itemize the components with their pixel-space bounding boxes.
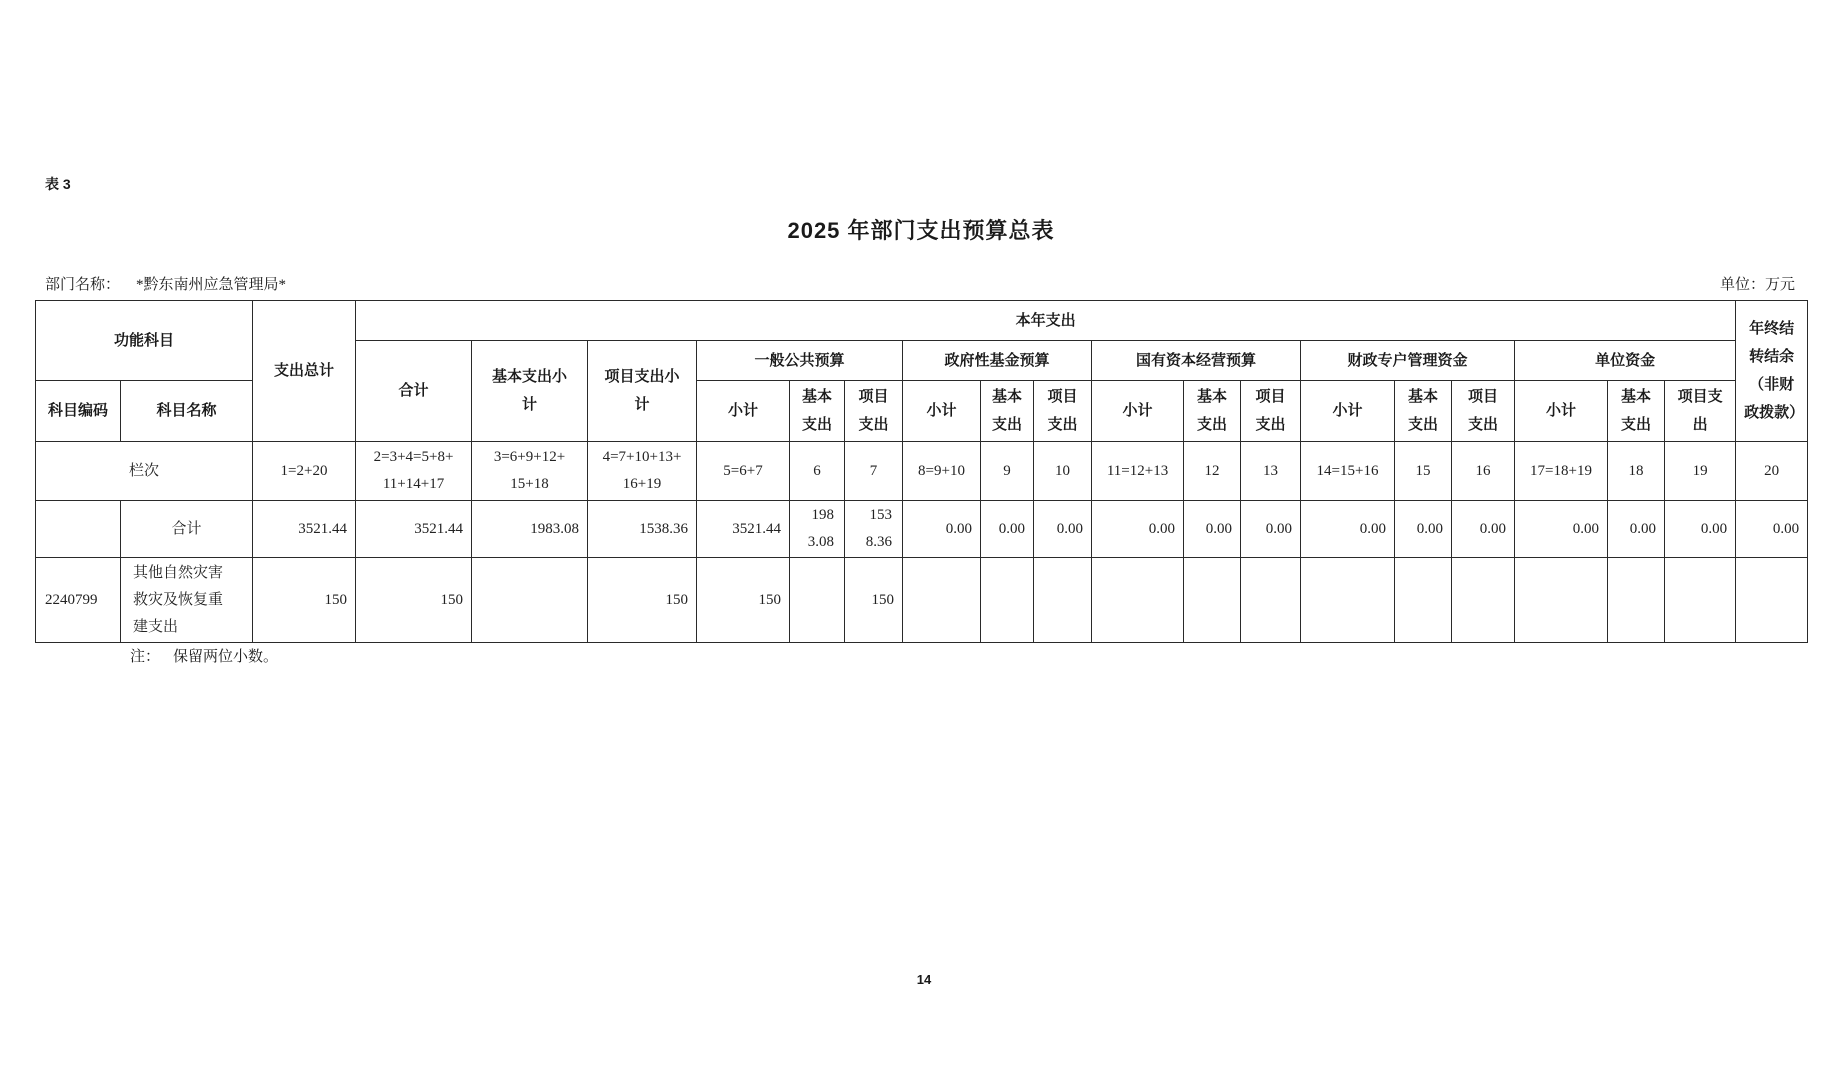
total-row-expenditure-total: 3521.44 <box>253 501 356 558</box>
header-fiscal-basic: 基本支出 <box>1395 381 1452 442</box>
subject-name-cell: 其他自然灾害救灾及恢复重建支出 <box>121 558 253 643</box>
govfund-basic-cell <box>981 558 1034 643</box>
header-group-fiscal-special-account: 财政专户管理资金 <box>1301 341 1515 381</box>
header-row-1 <box>36 301 1808 341</box>
column-index-cell: 9 <box>981 442 1034 501</box>
column-index-cell: 8=9+10 <box>903 442 981 501</box>
header-year-end-carryover: 年终结转结余（非财政拨款） <box>1736 301 1808 442</box>
total-row-govfund-project: 0.00 <box>1034 501 1092 558</box>
department-line <box>45 275 286 295</box>
header-statecap-project: 项目支出 <box>1241 381 1301 442</box>
column-index-cell: 13 <box>1241 442 1301 501</box>
total-row-sum: 3521.44 <box>356 501 472 558</box>
page-number: 14 <box>916 972 932 987</box>
header-group-state-capital-budget: 国有资本经营预算 <box>1092 341 1301 381</box>
general-basic-cell <box>790 558 845 643</box>
govfund-project-cell <box>1034 558 1092 643</box>
header-fiscal-project: 项目支出 <box>1452 381 1515 442</box>
column-index-cell: 3=6+9+12+15+18 <box>472 442 588 501</box>
header-govfund-subtotal: 小计 <box>903 381 981 442</box>
note-text: 保留两位小数。 <box>173 649 279 665</box>
note-label: 注： <box>130 649 161 665</box>
header-fiscal-subtotal: 小计 <box>1301 381 1395 442</box>
header-current-year-expenditure: 本年支出 <box>356 301 1736 341</box>
total-row-fiscal-project: 0.00 <box>1452 501 1515 558</box>
header-sum: 合计 <box>356 341 472 442</box>
unit-project-cell <box>1665 558 1736 643</box>
header-general-basic: 基本支出 <box>790 381 845 442</box>
header-general-project: 项目支出 <box>845 381 903 442</box>
header-subject-code: 科目编码 <box>36 381 121 442</box>
column-index-cell: 15 <box>1395 442 1452 501</box>
total-row-statecap-project: 0.00 <box>1241 501 1301 558</box>
department-label: 部门名称： <box>45 277 121 293</box>
department-name: *黔东南州应急管理局* <box>136 277 287 293</box>
header-subject-name: 科目名称 <box>121 381 253 442</box>
header-group-unit-funds: 单位资金 <box>1515 341 1736 381</box>
total-row-unit-project: 0.00 <box>1665 501 1736 558</box>
statecap-project-cell <box>1241 558 1301 643</box>
column-index-cell: 1=2+20 <box>253 442 356 501</box>
table-header <box>36 301 1808 442</box>
total-row-name: 合计 <box>121 501 253 558</box>
fiscal-project-cell <box>1452 558 1515 643</box>
header-basic-subtotal: 基本支出小计 <box>472 341 588 442</box>
unit-label: 单位：万元 <box>1719 277 1795 293</box>
header-statecap-basic: 基本支出 <box>1184 381 1241 442</box>
column-index-cell: 12 <box>1184 442 1241 501</box>
column-index-row <box>36 442 1808 501</box>
subject-code-cell: 2240799 <box>36 558 121 643</box>
total-row-govfund-basic: 0.00 <box>981 501 1034 558</box>
carryover-cell <box>1736 558 1808 643</box>
budget-table <box>35 300 1808 643</box>
total-row-general-project: 1538.36 <box>845 501 903 558</box>
column-index-cell: 18 <box>1608 442 1665 501</box>
general-project-cell: 150 <box>845 558 903 643</box>
column-index-cell: 11=12+13 <box>1092 442 1184 501</box>
header-total-expenditure: 支出总计 <box>253 301 356 442</box>
column-index-cell: 2=3+4=5+8+11+14+17 <box>356 442 472 501</box>
column-index-cell: 19 <box>1665 442 1736 501</box>
table-number-label: 表 3 <box>45 176 71 192</box>
column-index-cell: 7 <box>845 442 903 501</box>
column-index-cell: 17=18+19 <box>1515 442 1608 501</box>
total-row-unit-subtotal: 0.00 <box>1515 501 1608 558</box>
header-statecap-subtotal: 小计 <box>1092 381 1184 442</box>
unit-basic-cell <box>1608 558 1665 643</box>
total-row-fiscal-subtotal: 0.00 <box>1301 501 1395 558</box>
column-index-cell: 4=7+10+13+16+19 <box>588 442 697 501</box>
column-index-cell: 6 <box>790 442 845 501</box>
total-row-general-subtotal: 3521.44 <box>697 501 790 558</box>
header-project-subtotal: 项目支出小计 <box>588 341 697 442</box>
column-index-cell: 20 <box>1736 442 1808 501</box>
table-body <box>36 442 1808 643</box>
fiscal-subtotal-cell <box>1301 558 1395 643</box>
total-row-general-basic: 1983.08 <box>790 501 845 558</box>
column-index-cell: 10 <box>1034 442 1092 501</box>
total-row-statecap-basic: 0.00 <box>1184 501 1241 558</box>
general-subtotal-cell: 150 <box>697 558 790 643</box>
govfund-subtotal-cell <box>903 558 981 643</box>
header-govfund-basic: 基本支出 <box>981 381 1034 442</box>
expenditure-total-cell: 150 <box>253 558 356 643</box>
header-govfund-project: 项目支出 <box>1034 381 1092 442</box>
header-unit-basic: 基本支出 <box>1608 381 1665 442</box>
sum-cell: 150 <box>356 558 472 643</box>
header-unit-project: 项目支出 <box>1665 381 1736 442</box>
header-general-subtotal: 小计 <box>697 381 790 442</box>
basic-subtotal-cell <box>472 558 588 643</box>
header-group-general-public-budget: 一般公共预算 <box>697 341 903 381</box>
project-subtotal-cell: 150 <box>588 558 697 643</box>
total-row <box>36 501 1808 558</box>
header-unit-subtotal: 小计 <box>1515 381 1608 442</box>
statecap-subtotal-cell <box>1092 558 1184 643</box>
total-row-basic-subtotal: 1983.08 <box>472 501 588 558</box>
header-functional-subject: 功能科目 <box>36 301 253 381</box>
header-group-government-fund-budget: 政府性基金预算 <box>903 341 1092 381</box>
total-row-statecap-subtotal: 0.00 <box>1092 501 1184 558</box>
table-note <box>130 648 278 666</box>
total-row-fiscal-basic: 0.00 <box>1395 501 1452 558</box>
column-index-label: 栏次 <box>36 442 253 501</box>
unit-subtotal-cell <box>1515 558 1608 643</box>
page-title: 2025 年部门支出预算总表 <box>787 218 1055 243</box>
total-row-unit-basic: 0.00 <box>1608 501 1665 558</box>
total-row-carryover: 0.00 <box>1736 501 1808 558</box>
total-row-code <box>36 501 121 558</box>
statecap-basic-cell <box>1184 558 1241 643</box>
total-row-project-subtotal: 1538.36 <box>588 501 697 558</box>
column-index-cell: 5=6+7 <box>697 442 790 501</box>
fiscal-basic-cell <box>1395 558 1452 643</box>
table-row <box>36 558 1808 643</box>
column-index-cell: 14=15+16 <box>1301 442 1395 501</box>
column-index-cell: 16 <box>1452 442 1515 501</box>
total-row-govfund-subtotal: 0.00 <box>903 501 981 558</box>
